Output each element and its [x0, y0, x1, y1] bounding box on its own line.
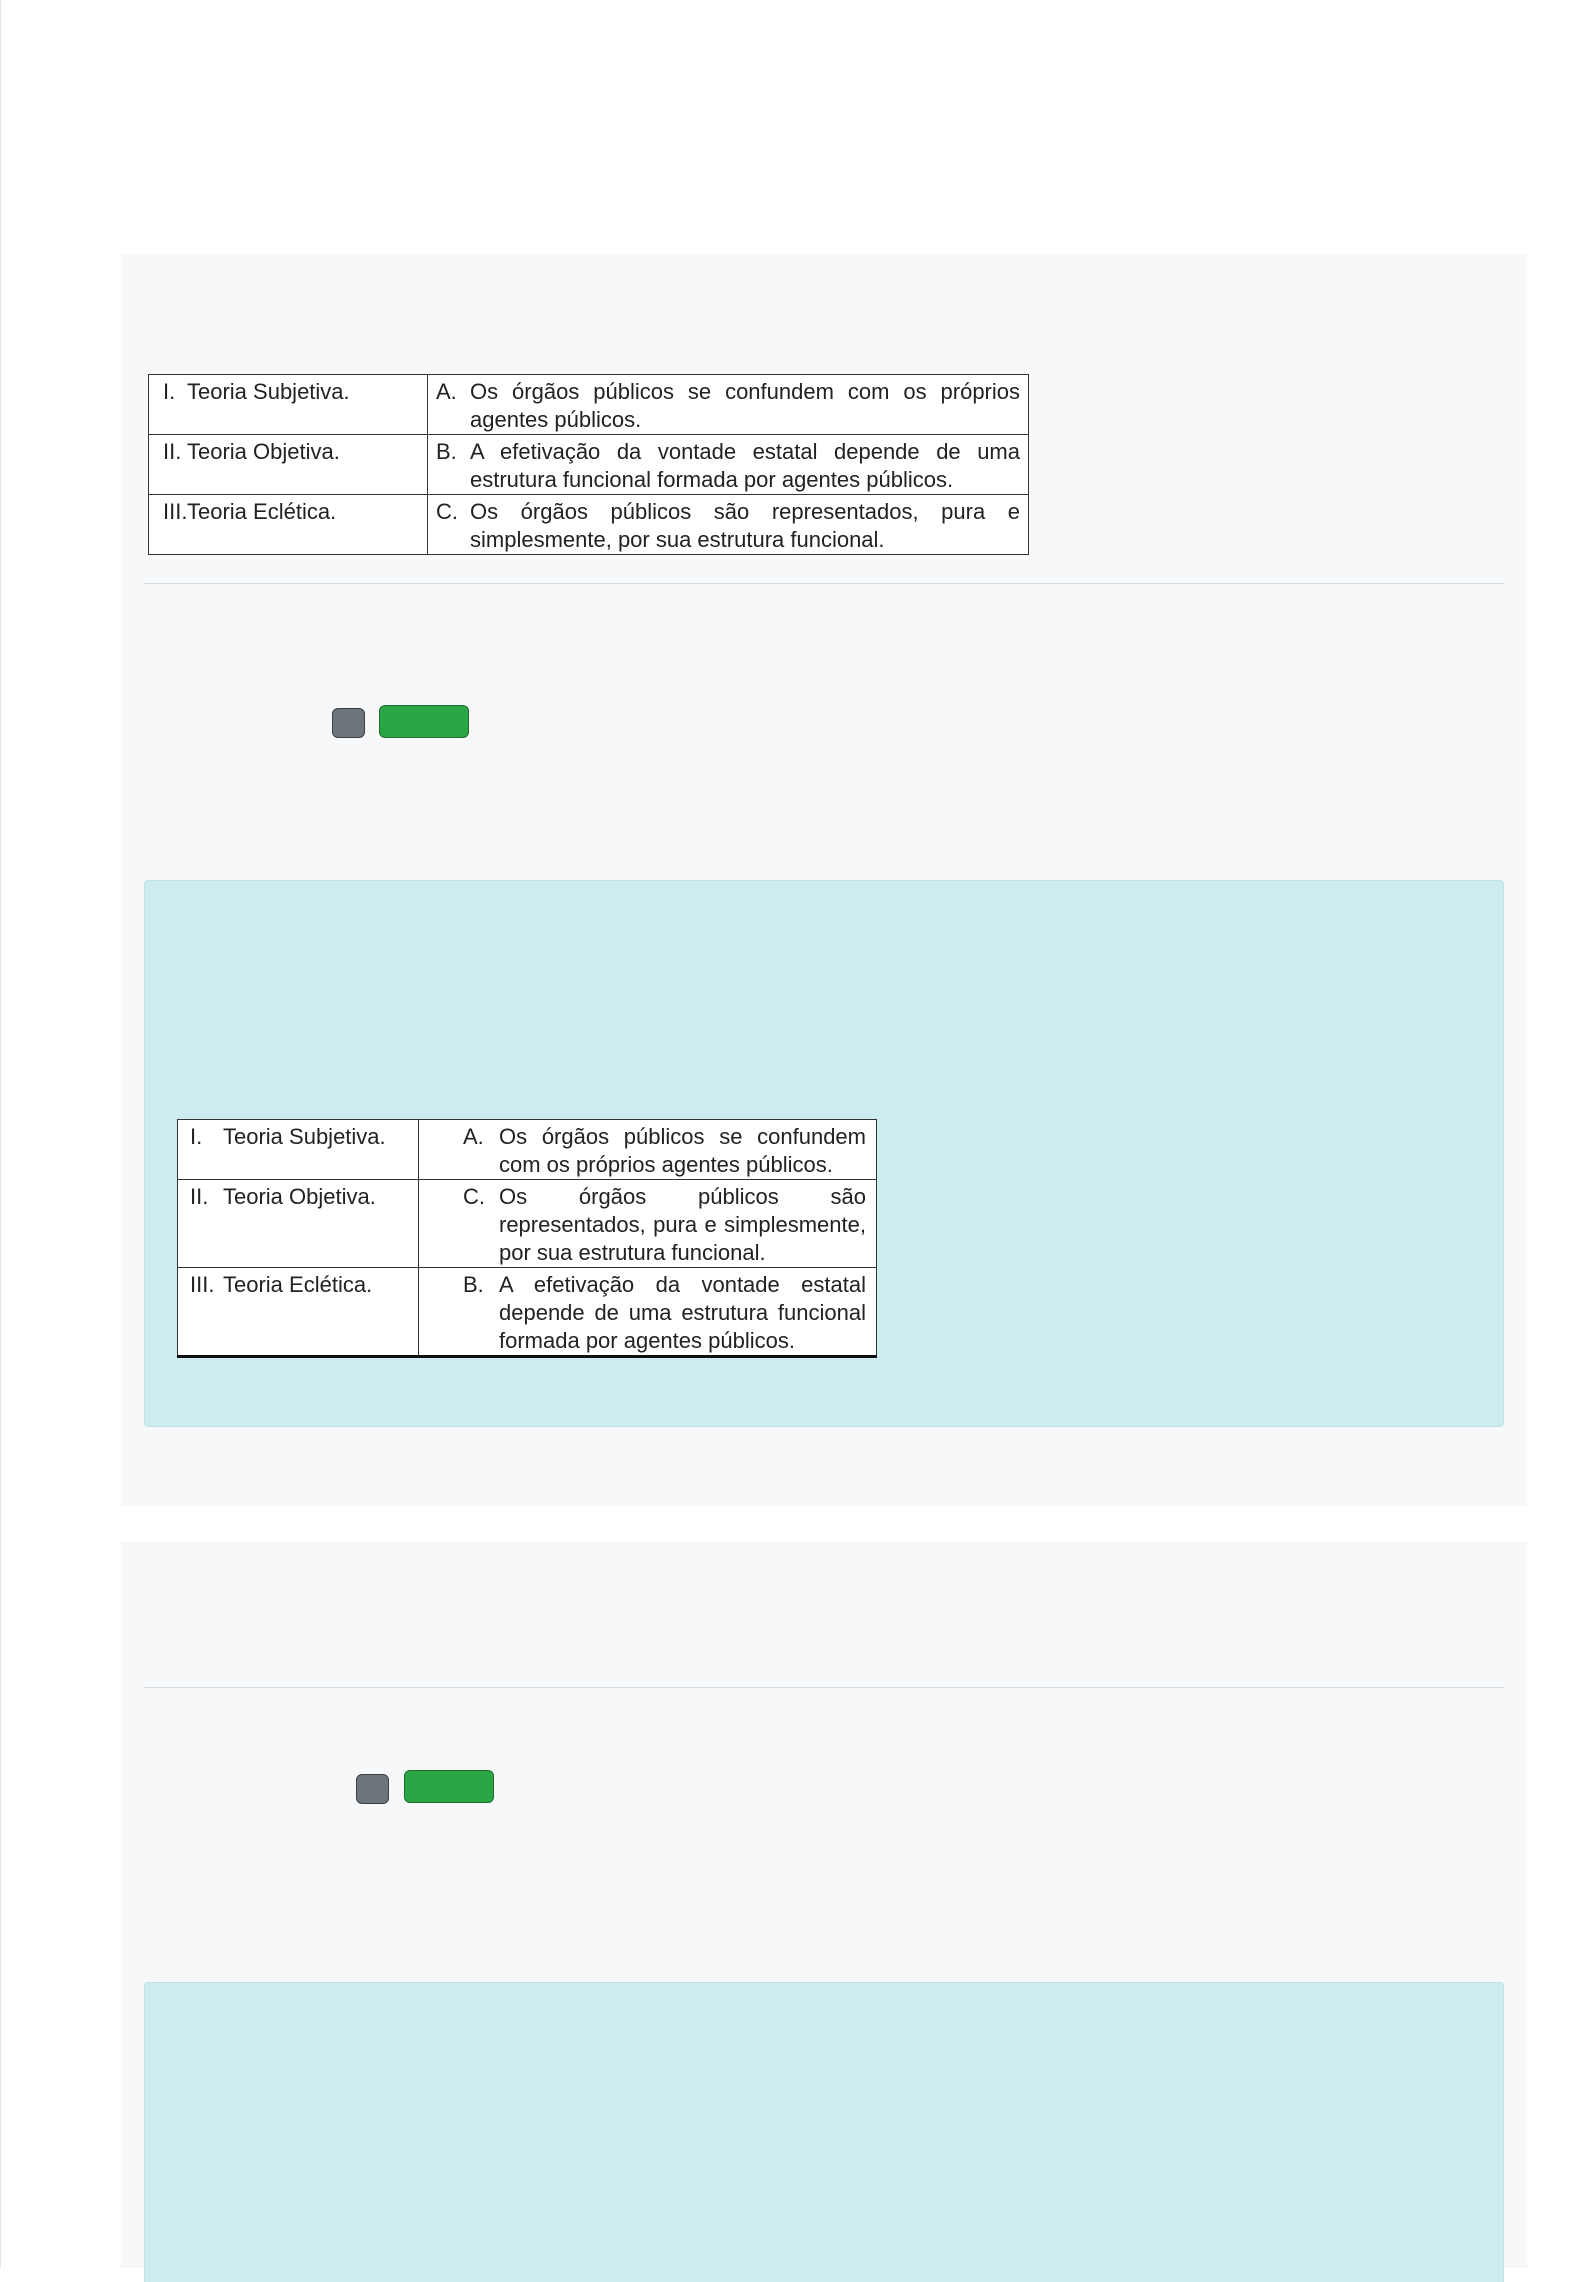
definition-text: A efetivação da vontade estatal depende de uma estrutura funcional formada por agentes públicos. [470, 439, 1020, 492]
theory-name: Teoria Objetiva. [223, 1184, 376, 1209]
page-left-border [0, 0, 1, 2268]
answer-feedback-box [144, 1982, 1504, 2282]
table-row [178, 1180, 877, 1268]
definition-text: Os órgãos públicos se confundem com os próprios agentes públicos. [470, 379, 1020, 432]
question-matching-table [148, 374, 1029, 555]
definition-letter: C. [463, 1184, 485, 1209]
theory-number: I. [163, 379, 176, 404]
definition-cell [428, 435, 1029, 495]
green-button[interactable] [379, 705, 469, 738]
theory-name: Teoria Eclética. [187, 499, 337, 524]
definition-text: Os órgãos públicos são representados, pura e simplesmente, por sua estrutura funcional. [470, 499, 1020, 552]
theory-number: III. [163, 499, 188, 524]
theory-cell [178, 1268, 419, 1357]
theory-name: Teoria Subjetiva. [187, 379, 350, 404]
answer-matching-table [177, 1119, 877, 1358]
definition-cell [419, 1120, 877, 1180]
table-row [149, 495, 1029, 555]
gray-button[interactable] [356, 1774, 389, 1804]
definition-text: Os órgãos públicos se confundem com os próprios agentes públicos. [499, 1124, 866, 1177]
theory-number: III. [190, 1272, 215, 1297]
definition-letter: A. [463, 1124, 484, 1149]
table-row [178, 1120, 877, 1180]
definition-cell [428, 495, 1029, 555]
table-row [178, 1268, 877, 1357]
theory-cell [149, 375, 428, 435]
theory-cell [149, 495, 428, 555]
green-button[interactable] [404, 1770, 494, 1803]
definition-text: Os órgãos públicos são representados, pura e simplesmente, por sua estrutura funcional. [499, 1184, 866, 1265]
definition-letter: C. [436, 499, 458, 524]
theory-number: II. [190, 1184, 209, 1209]
definition-letter: B. [463, 1272, 484, 1297]
definition-text: A efetivação da vontade estatal depende de uma estrutura funcional formada por agentes públicos. [499, 1272, 866, 1353]
theory-number: I. [190, 1124, 203, 1149]
theory-name: Teoria Eclética. [223, 1272, 373, 1297]
definition-cell [419, 1268, 877, 1357]
definition-letter: B. [436, 439, 457, 464]
question-divider [144, 583, 1504, 584]
question-divider [144, 1687, 1504, 1688]
gray-button[interactable] [332, 708, 365, 738]
theory-number: II. [163, 439, 182, 464]
definition-cell [419, 1180, 877, 1268]
definition-letter: A. [436, 379, 457, 404]
question-card-2 [121, 1541, 1527, 2268]
table-row [149, 375, 1029, 435]
definition-cell [428, 375, 1029, 435]
theory-cell [149, 435, 428, 495]
table-row [149, 435, 1029, 495]
theory-name: Teoria Subjetiva. [223, 1124, 386, 1149]
theory-cell [178, 1120, 419, 1180]
theory-cell [178, 1180, 419, 1268]
theory-name: Teoria Objetiva. [187, 439, 340, 464]
